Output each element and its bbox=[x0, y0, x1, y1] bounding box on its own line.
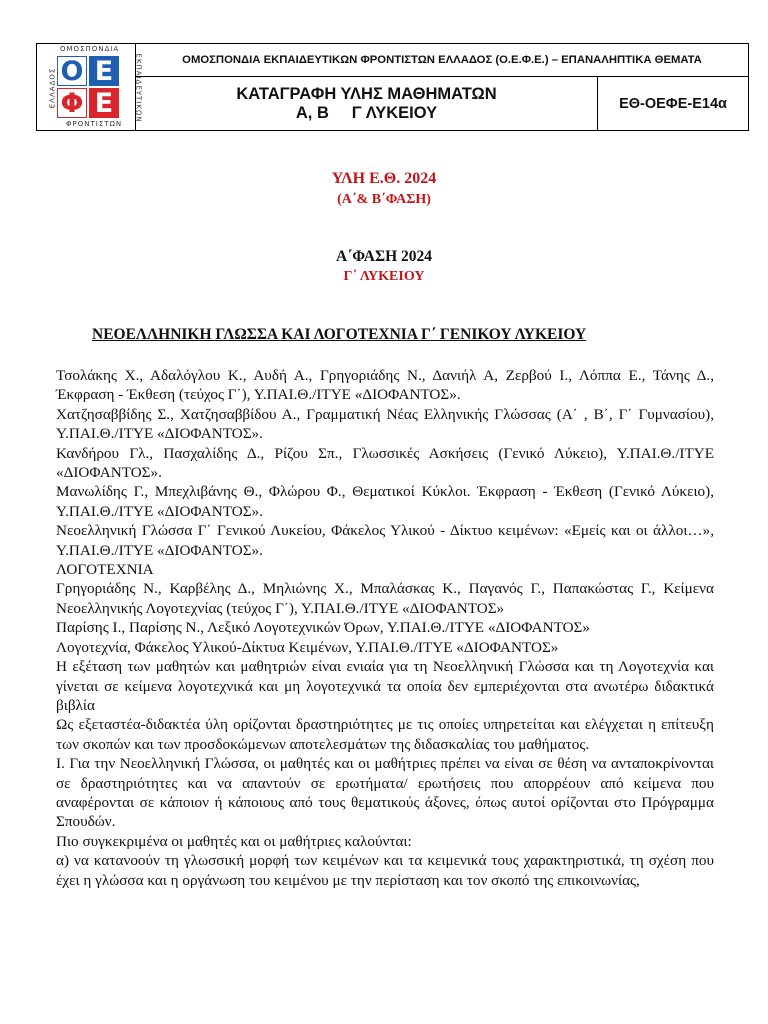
header-title-line1: ΚΑΤΑΓΡΑΦΗ ΥΛΗΣ ΜΑΘΗΜΑΤΩΝ bbox=[236, 84, 497, 103]
logo-letter-e2: Ε bbox=[89, 88, 119, 118]
logo-letter-o: Ο bbox=[57, 56, 87, 86]
logo-letters bbox=[57, 56, 119, 118]
header-title-line2: Α, Β Γ ΛΥΚΕΙΟΥ bbox=[295, 103, 438, 122]
reference-3: Κανδήρου Γλ., Πασχαλίδης Δ., Ρίζου Σπ., Γλωσσικές Ασκήσεις (Γενικό Λύκειο), Υ.ΠΑΙ.Θ./ΙΤΥΕ «ΔΙΟΦΑΝΤΟΣ». bbox=[56, 444, 714, 482]
grade-title: Γ΄ ΛΥΚΕΙΟΥ bbox=[343, 269, 425, 284]
logo-cell bbox=[37, 44, 143, 131]
reference-8: Λογοτεχνία, Φάκελος Υλικού-Δίκτυα Κειμένων, Υ.ΠΑΙ.Θ./ΙΤΥΕ «ΔΙΟΦΑΝΤΟΣ» bbox=[56, 638, 559, 656]
document-header bbox=[36, 43, 749, 131]
document-code: ΕΘ-ΟΕΦΕ-Ε14α bbox=[598, 77, 749, 131]
paragraph-exam: Η εξέταση των μαθητών και μαθητριών είναι ενιαία για τη Νεοελληνική Γλώσσα και τη Λογοτεχνία και γίνεται σε κείμενα λογοτεχνικά και μη λογοτεχνικά τα οποία δεν εμπεριέχονται στα ανωτέρω διδακτικά βιβλία bbox=[56, 658, 714, 714]
reference-7: Παρίσης Ι., Παρίσης Ν., Λεξικό Λογοτεχνικών Όρων, Υ.ΠΑΙ.Θ./ΙΤΥΕ «ΔΙΟΦΑΝΤΟΣ» bbox=[56, 619, 590, 637]
document-body bbox=[56, 366, 714, 890]
logo-letter-f: Φ bbox=[57, 88, 87, 118]
oefe-logo bbox=[38, 44, 143, 130]
logo-ring-left: ΕΛΛΑΔΟΣ bbox=[48, 67, 57, 109]
reference-5: Νεοελληνική Γλώσσα Γ΄ Γενικού Λυκείου, Φάκελος Υλικού - Δίκτυο κειμένων: «Εμείς και οι άλλοι…», Υ.ΠΑΙ.Θ./ΙΤΥΕ «ΔΙΟΦΑΝΤΟΣ». bbox=[56, 522, 714, 559]
reference-4: Μανωλίδης Γ., Μπεχλιβάνης Θ., Φλώρου Φ., Θεματικοί Κύκλοι. Έκφραση - Έκθεση (Γενικό Λύκειο), Υ.ΠΑΙ.Θ./ΙΤΥΕ «ΔΙΟΦΑΝΤΟΣ». bbox=[56, 483, 714, 520]
header-title bbox=[136, 77, 598, 131]
logo-ring-top: ΟΜΟΣΠΟΝΔΙΑ bbox=[60, 45, 120, 53]
reference-1: Τσολάκης Χ., Αδαλόγλου Κ., Αυδή Α., Γρηγοριάδης Ν., Δανιήλ Α, Ζερβού Ι., Λόππα Ε., Τάνης Δ., Έκφραση - Έκθεση (τεύχος Γ΄), Υ.ΠΑΙ.Θ./ΙΤΥΕ «ΔΙΟΦΑΝΤΟΣ». bbox=[56, 367, 714, 404]
header-organization-line: ΟΜΟΣΠΟΝΔΙΑ ΕΚΠΑΙΔΕΥΤΙΚΩΝ ΦΡΟΝΤΙΣΤΩΝ ΕΛΛΑΔΟΣ (Ο.Ε.Φ.Ε.) – ΕΠΑΝΑΛΗΠΤΙΚΑ ΘΕΜΑΤΑ bbox=[136, 44, 749, 77]
yli-title: ΥΛΗ Ε.Θ. 2024 bbox=[331, 170, 437, 187]
paragraph-specifically: Πιο συγκεκριμένα οι μαθητές και οι μαθήτριες καλούνται: bbox=[56, 832, 412, 850]
paragraph-item-a: α) να κατανοούν τη γλωσσική μορφή των κειμένων και τα κειμενικά τους χαρακτηριστικά, τη σχέση που έχει η γλώσσα και η οργάνωση του κειμένου με την περίσταση και τον σκοπό της επικοινωνίας, bbox=[56, 852, 714, 889]
logo-ring-right: ΕΚΠΑΙΔΕΥΤΙΚΩΝ bbox=[134, 53, 143, 123]
subject-heading: ΝΕΟΕΛΛΗΝΙΚΗ ΓΛΩΣΣΑ ΚΑΙ ΛΟΓΟΤΕΧΝΙΑ Γ΄ ΓΕΝΙΚΟΥ ΛΥΚΕΙΟΥ bbox=[92, 326, 587, 343]
phase-a-title: Α΄ΦΑΣΗ 2024 bbox=[335, 248, 433, 265]
reference-6: Γρηγοριάδης Ν., Καρβέλης Δ., Μηλιώνης Χ., Μπαλάσκας Κ., Παγανός Γ., Παπακώστας Γ., Κείμενα Νεοελληνικής Λογοτεχνίας (τεύχος Γ΄), Υ.ΠΑΙ.Θ./ΙΤΥΕ «ΔΙΟΦΑΝΤΟΣ» bbox=[56, 580, 714, 617]
logo-ring-bottom: ΦΡΟΝΤΙΣΤΩΝ bbox=[66, 120, 123, 128]
reference-2: Χατζησαββίδης Σ., Χατζησαββίδου Α., Γραμματική Νέας Ελληνικής Γλώσσας (Α΄ , Β΄, Γ΄ Γυμνασίου), Υ.ΠΑΙ.Θ./ΙΤΥΕ «ΔΙΟΦΑΝΤΟΣ». bbox=[56, 405, 714, 443]
logo-letter-e1: Ε bbox=[89, 56, 119, 86]
literature-heading: ΛΟΓΟΤΕΧΝΙΑ bbox=[56, 561, 154, 579]
paragraph-language: Ι. Για την Νεοελληνική Γλώσσα, οι μαθητές και οι μαθήτριες πρέπει να είναι σε θέση να ανταποκρίνονται σε δραστηριότητες και να απαντούν σε ερωτήματα/ ερωτήσεις που απορρέουν από κείμενα που αναφέρονται σε κάποιον ή κάποιους από τους θεματικούς άξονες, όπως αυτοί ορίζονται στο Πρόγραμμα Σπουδών. bbox=[56, 755, 714, 831]
paragraph-syllabus: Ως εξεταστέα-διδακτέα ύλη ορίζονται δραστηριότητες με τις οποίες υπηρετείται και ελέγχεται η επίτευξη των σκοπών και των προσδοκώμενων αποτελεσμάτων της διδασκαλίας του μαθήματος. bbox=[56, 716, 714, 753]
phases-title: (Α΄& Β΄ΦΑΣΗ) bbox=[337, 192, 431, 207]
